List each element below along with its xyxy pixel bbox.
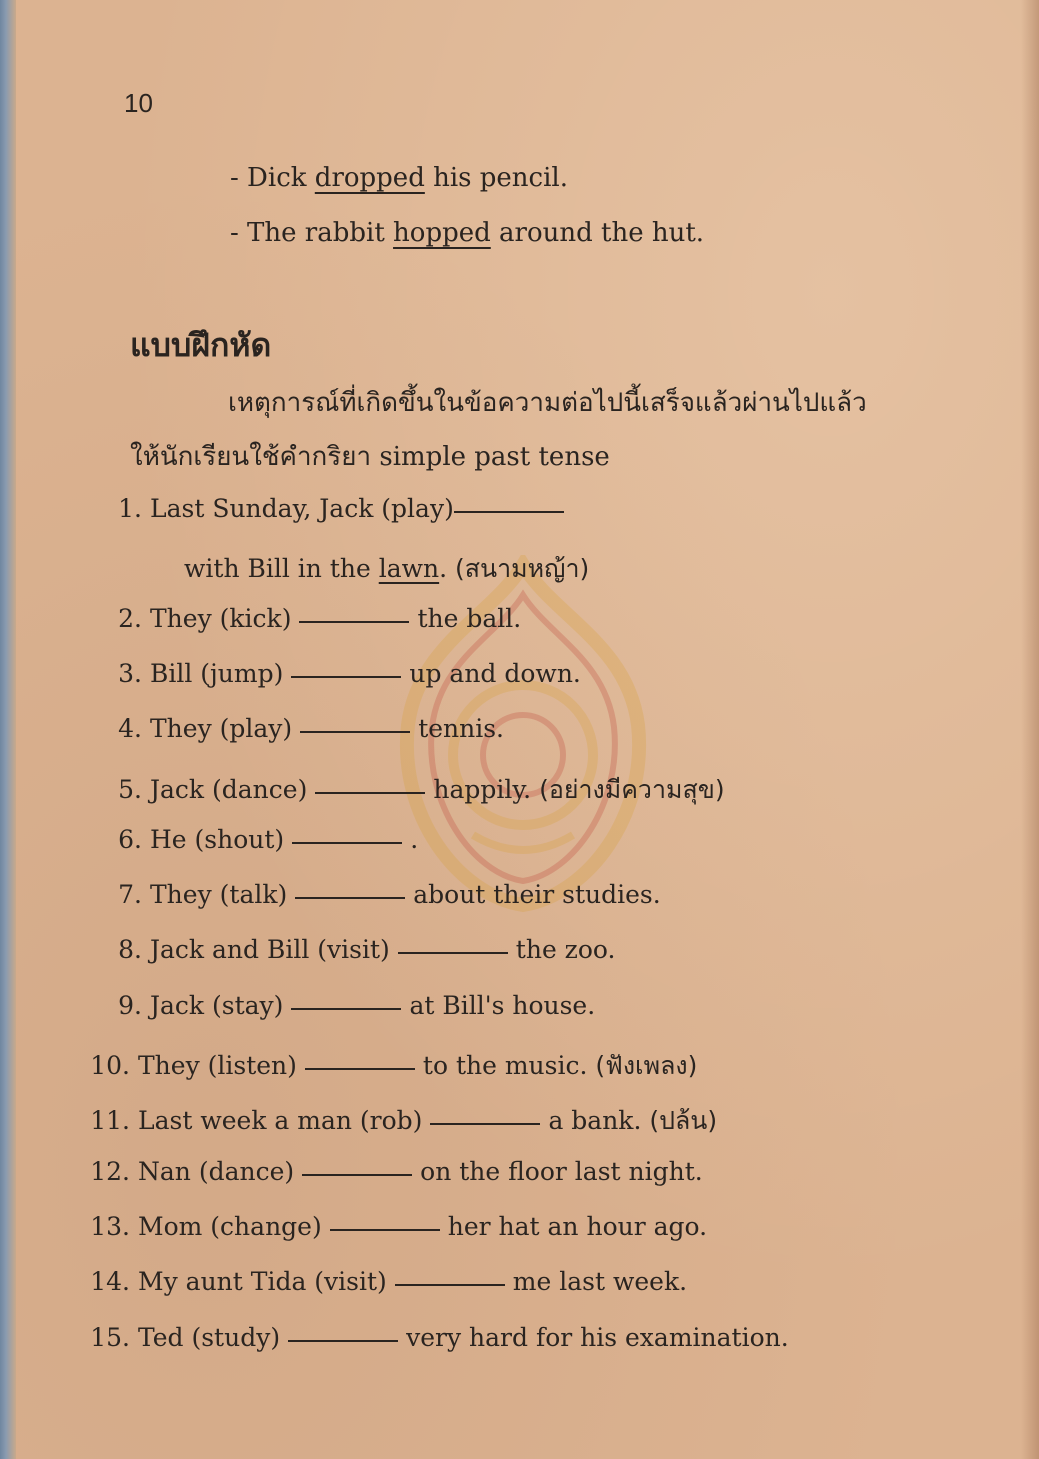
page-binding-edge (0, 0, 16, 1459)
exercise-item-7 (92, 880, 661, 909)
item-number: 14. (90, 1267, 130, 1296)
answer-blank[interactable] (295, 895, 405, 899)
answer-blank[interactable] (288, 1338, 398, 1342)
item-number: 11. (90, 1106, 130, 1135)
item-continuation: her hat an hour ago. (447, 1212, 708, 1241)
item-number: 6. (118, 825, 142, 854)
answer-blank[interactable] (291, 674, 401, 678)
exercise-item-13 (80, 1212, 707, 1241)
item-prompt: Mom (change) (138, 1212, 322, 1241)
page-shadow-edge (1021, 0, 1039, 1459)
item-number: 1. (118, 494, 142, 523)
exercise-item-3 (92, 659, 581, 688)
thai-gloss: (ฟังเพลง) (595, 1051, 698, 1080)
answer-blank[interactable] (315, 790, 425, 794)
item-number: 12. (90, 1157, 130, 1186)
exercise-item-2 (92, 604, 521, 633)
exercise-item-4 (92, 714, 504, 743)
answer-blank[interactable] (430, 1121, 540, 1125)
exercise-title: แบบฝึกหัด (130, 326, 272, 364)
item-prompt: Jack (stay) (150, 991, 284, 1020)
item-continuation: happily. (433, 775, 532, 804)
item-prompt: Last week a man (rob) (138, 1106, 423, 1135)
item-continuation: me last week. (512, 1267, 688, 1296)
example-verb: dropped (314, 163, 425, 193)
instruction-thai: ให้นักเรียนใช้คำกริยา (130, 442, 372, 472)
instruction-tense: simple past tense (379, 442, 610, 472)
thai-gloss: (สนามหญ้า) (455, 554, 590, 583)
item-prompt: They (kick) (150, 604, 292, 633)
instruction-line-1: เหตุการณ์ที่เกิดขึ้นในข้อความต่อไปนี้เสร็จแล้วผ่านไปแล้ว (228, 388, 867, 418)
item-underlined-word: lawn (378, 554, 440, 583)
item-number: 10. (90, 1051, 130, 1080)
item-continuation: at Bill's house. (409, 991, 596, 1020)
item-prompt: They (listen) (138, 1051, 297, 1080)
item-number: 15. (90, 1323, 130, 1352)
answer-blank[interactable] (300, 729, 410, 733)
thai-gloss: (อย่างมีความสุข) (539, 775, 725, 804)
instruction-line-2 (130, 436, 610, 477)
item-continuation: very hard for his examination. (406, 1323, 789, 1352)
item-prompt: They (play) (150, 714, 293, 743)
item-continuation: a bank. (548, 1106, 642, 1135)
item-prompt: Bill (jump) (150, 659, 284, 688)
item-prompt: They (talk) (150, 880, 288, 909)
item-prompt: Nan (dance) (138, 1157, 295, 1186)
item-number: 3. (118, 659, 142, 688)
item-prompt: with Bill in the (184, 554, 379, 583)
example-suffix: his pencil. (424, 163, 569, 193)
item-prompt: He (shout) (150, 825, 285, 854)
item-number: 13. (90, 1212, 130, 1241)
exercise-item-1 (92, 494, 572, 523)
exercise-item-15 (80, 1323, 789, 1352)
item-continuation: up and down. (409, 659, 581, 688)
answer-blank[interactable] (395, 1282, 505, 1286)
example-prefix: - Dick (230, 163, 315, 193)
item-continuation: about their studies. (413, 880, 661, 909)
example-suffix: around the hut. (490, 218, 705, 248)
exercise-item-10 (80, 1046, 697, 1086)
example-prefix: - The rabbit (230, 218, 394, 248)
thai-gloss: (ปล้น) (649, 1106, 718, 1135)
item-number: 9. (118, 991, 142, 1020)
page-number: 10 (124, 88, 153, 118)
item-number: 8. (118, 935, 142, 964)
answer-blank[interactable] (305, 1066, 415, 1070)
answer-blank[interactable] (302, 1172, 412, 1176)
item-number: 5. (118, 775, 142, 804)
exercise-item-12 (80, 1157, 703, 1186)
answer-blank[interactable] (454, 509, 564, 513)
exercise-item-8 (92, 935, 615, 964)
example-verb: hopped (393, 218, 491, 248)
exercise-item-9 (92, 991, 595, 1020)
item-continuation: on the floor last night. (420, 1157, 703, 1186)
answer-blank[interactable] (291, 1006, 401, 1010)
example-sentence-1 (230, 163, 568, 193)
item-continuation: the zoo. (515, 935, 616, 964)
item-prompt: Jack and Bill (visit) (150, 935, 390, 964)
item-prompt: Last Sunday, Jack (play) (150, 494, 454, 523)
exercise-item-1-continued (150, 549, 589, 589)
item-number: 4. (118, 714, 142, 743)
answer-blank[interactable] (299, 619, 409, 623)
item-continuation: . (439, 554, 448, 583)
item-prompt: Jack (dance) (150, 775, 308, 804)
example-sentence-2 (230, 218, 704, 248)
item-continuation: tennis. (418, 714, 505, 743)
item-continuation: the ball. (417, 604, 522, 633)
item-continuation: to the music. (422, 1051, 588, 1080)
answer-blank[interactable] (292, 840, 402, 844)
item-prompt: My aunt Tida (visit) (138, 1267, 387, 1296)
answer-blank[interactable] (398, 950, 508, 954)
item-continuation: . (410, 825, 419, 854)
answer-blank[interactable] (330, 1227, 440, 1231)
item-prompt: Ted (study) (138, 1323, 281, 1352)
exercise-item-5 (92, 770, 725, 810)
exercise-item-14 (80, 1267, 687, 1296)
exercise-item-6 (92, 825, 418, 854)
item-number: 2. (118, 604, 142, 633)
exercise-item-11 (80, 1101, 717, 1141)
item-number: 7. (118, 880, 142, 909)
